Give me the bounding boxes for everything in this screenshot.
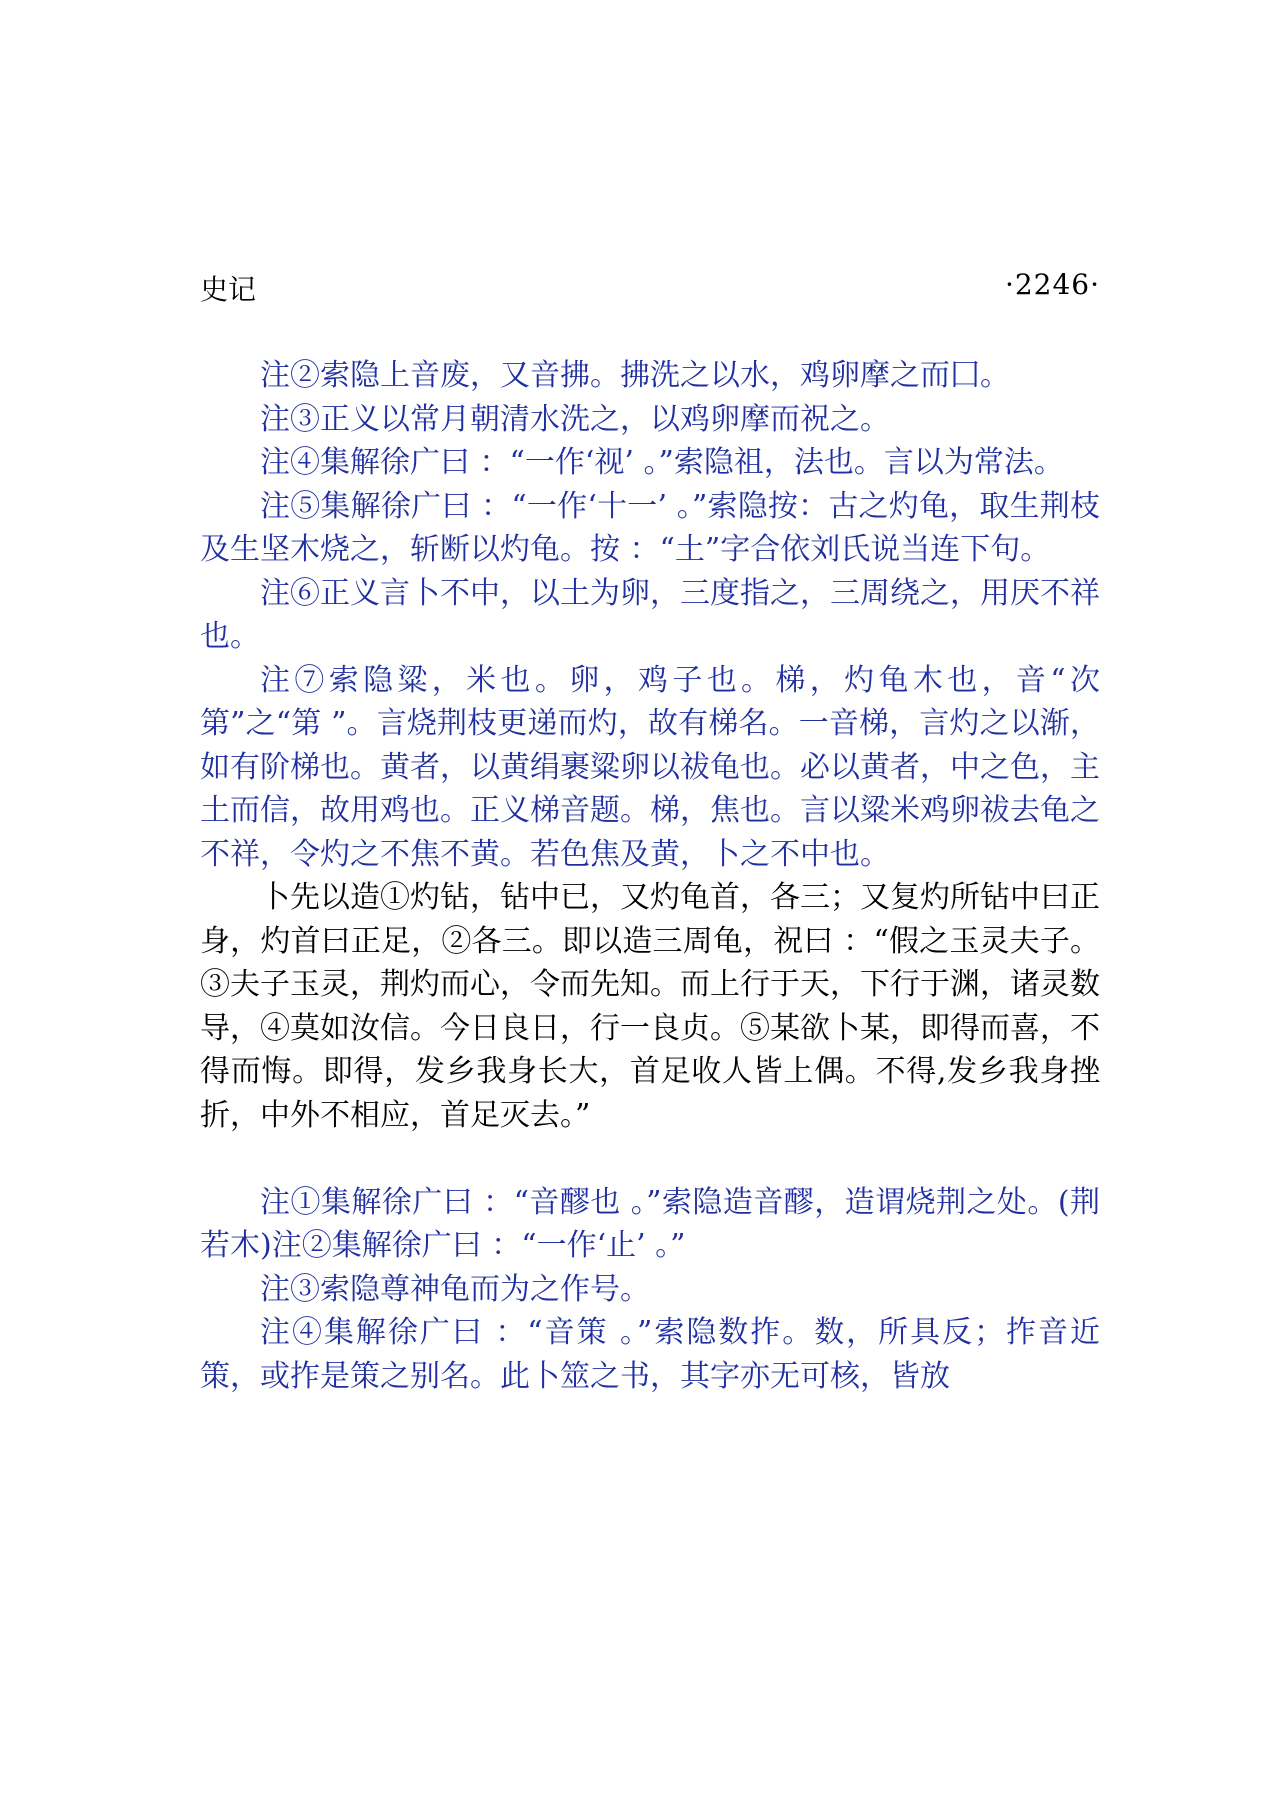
annotation-paragraph: 注③正义以常月朝清水洗之，以鸡卵摩而祝之。: [260, 401, 890, 437]
annotation-paragraph: 注⑥正义言卜不中，以土为卵，三度指之，三周绕之，用厌不祥也。: [200, 575, 1100, 654]
annotation-paragraph: 注①集解徐广曰 ：“音醪也 。”索隐造音醪，造谓烧荆之处。(荆若木)注②集解徐广曰 ：“一作‘止’ 。”: [200, 1184, 1100, 1263]
body-text: [200, 354, 1100, 1398]
book-title: 史记: [200, 273, 257, 306]
annotation-paragraph: 注②索隐上音废，又音拂。拂洗之以水，鸡卵摩之而囗。: [260, 358, 1010, 393]
paragraph-gap: [200, 1137, 1100, 1181]
annotation-paragraph: 注⑤集解徐广曰 ：“一作‘十一’ 。”索隐按：古之灼龟，取生荆枝及生坚木烧之，斩断以灼龟。按 ：“土”字合依刘氏说当连下句。: [200, 488, 1100, 567]
annotation-paragraph: 注③索隐尊神龟而为之作号。: [260, 1271, 650, 1307]
annotation-paragraph: 注⑦索隐粱，米也。卵，鸡子也。梯，灼龟木也，音“次第”之“第 ”。言烧荆枝更递而灼，故有梯名。一音梯，言灼之以渐，如有阶梯也。黄者，以黄绢裹粱卵以祓龟也。必以黄者，中之色，主土而信，故用鸡也。正义梯音题。梯，焦也。言以粱米鸡卵祓去龟之不祥，令灼之不焦不黄。若色焦及黄，卜之不中也。: [200, 662, 1100, 872]
page-number: ·2246·: [1004, 268, 1100, 301]
main-text-paragraph: 卜先以造①灼钻，钻中已，又灼龟首，各三；又复灼所钻中曰正身，灼首曰正足，②各三。即以造三周龟，祝曰 ：“假之玉灵夫子。③夫子玉灵，荆灼而心，令而先知。而上行于天，下行于渊，诸灵数导，④莫如汝信。今日良日，行一良贞。⑤某欲卜某，即得而喜，不得而悔。即得，发乡我身长大，首足收人皆上偶。不得,发乡我身挫折，中外不相应，首足灭去。”: [200, 880, 1100, 1133]
annotation-paragraph: 注④集解徐广曰 ：“音策 。”索隐数拃。数，所具反；拃音近策，或拃是策之别名。此卜筮之书，其字亦无可核，皆放: [200, 1315, 1100, 1394]
annotation-paragraph: 注④集解徐广曰 ：“一作‘视’ 。”索隐祖，法也。言以为常法。: [260, 445, 1064, 480]
page-header: [200, 268, 1100, 308]
